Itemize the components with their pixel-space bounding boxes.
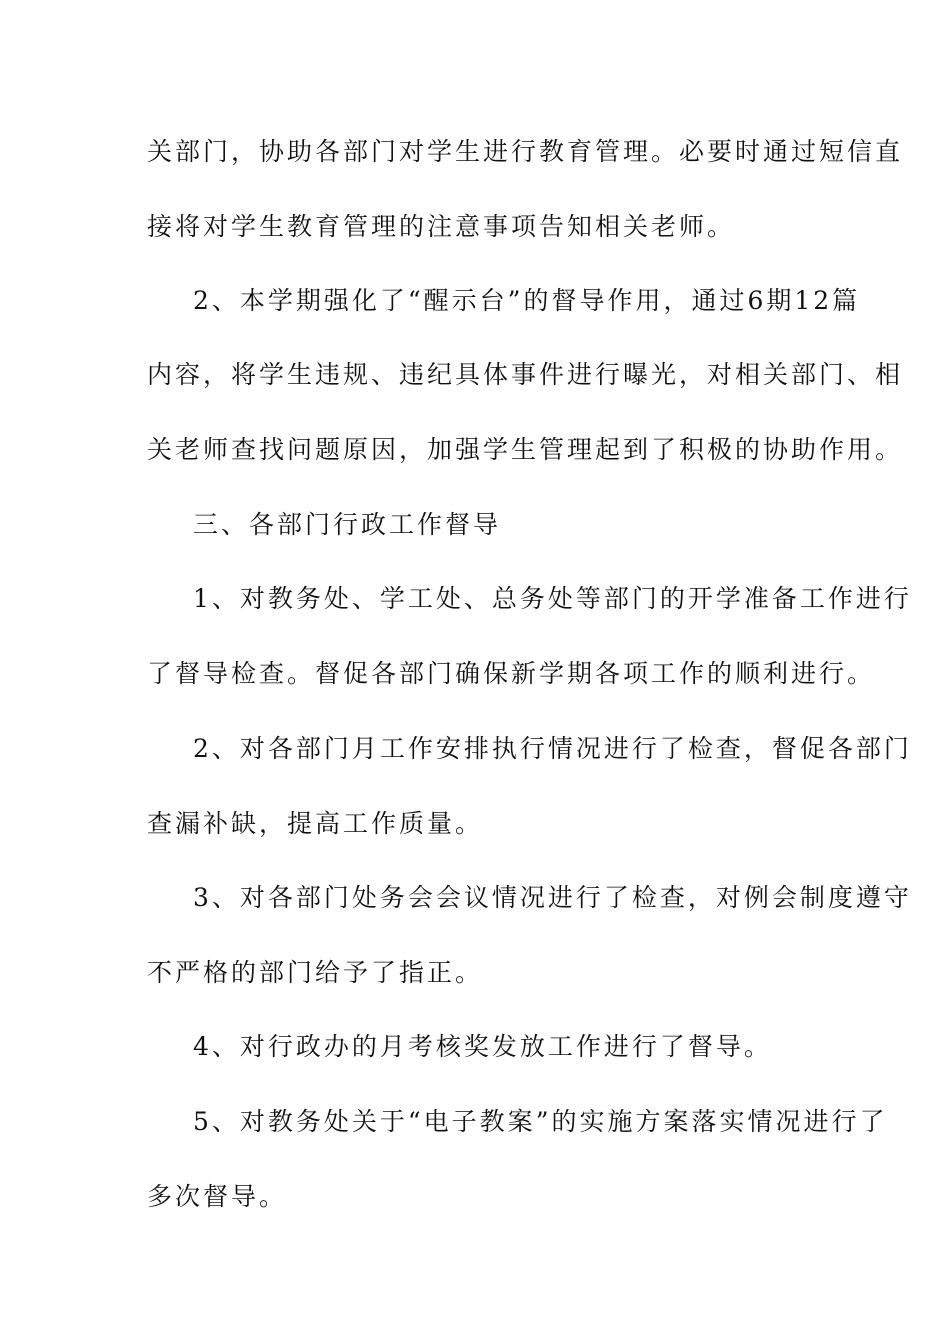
paragraph-line: 2、本学期强化了“醒示台”的督导作用，通过6期12篇 <box>193 286 861 315</box>
paragraph-line: 3、对各部门处务会会议情况进行了检查，对例会制度遵守 <box>193 883 912 912</box>
paragraph-line: 接将对学生教育管理的注意事项告知相关老师。 <box>147 212 736 241</box>
paragraph-line: 内容，将学生违规、违纪具体事件进行曝光，对相关部门、相 <box>147 360 904 389</box>
paragraph-line: 查漏补缺，提高工作质量。 <box>147 809 484 838</box>
paragraph-line: 2、对各部门月工作安排执行情况进行了检查，督促各部门 <box>193 734 912 763</box>
paragraph-line: 4、对行政办的月考核奖发放工作进行了督导。 <box>193 1032 772 1061</box>
paragraph-line: 1、对教务处、学工处、总务处等部门的开学准备工作进行 <box>193 584 912 613</box>
paragraph-line: 不严格的部门给予了指正。 <box>147 958 484 987</box>
paragraph-line: 5、对教务处关于“电子教案”的实施方案落实情况进行了 <box>193 1107 888 1136</box>
section-heading: 三、各部门行政工作督导 <box>193 510 502 539</box>
paragraph-line: 关老师查找问题原因，加强学生管理起到了积极的协助作用。 <box>147 435 904 464</box>
paragraph-line: 了督导检查。督促各部门确保新学期各项工作的顺利进行。 <box>147 659 876 688</box>
paragraph-line: 多次督导。 <box>147 1182 288 1211</box>
paragraph-line: 关部门，协助各部门对学生进行教育管理。必要时通过短信直 <box>147 137 904 166</box>
